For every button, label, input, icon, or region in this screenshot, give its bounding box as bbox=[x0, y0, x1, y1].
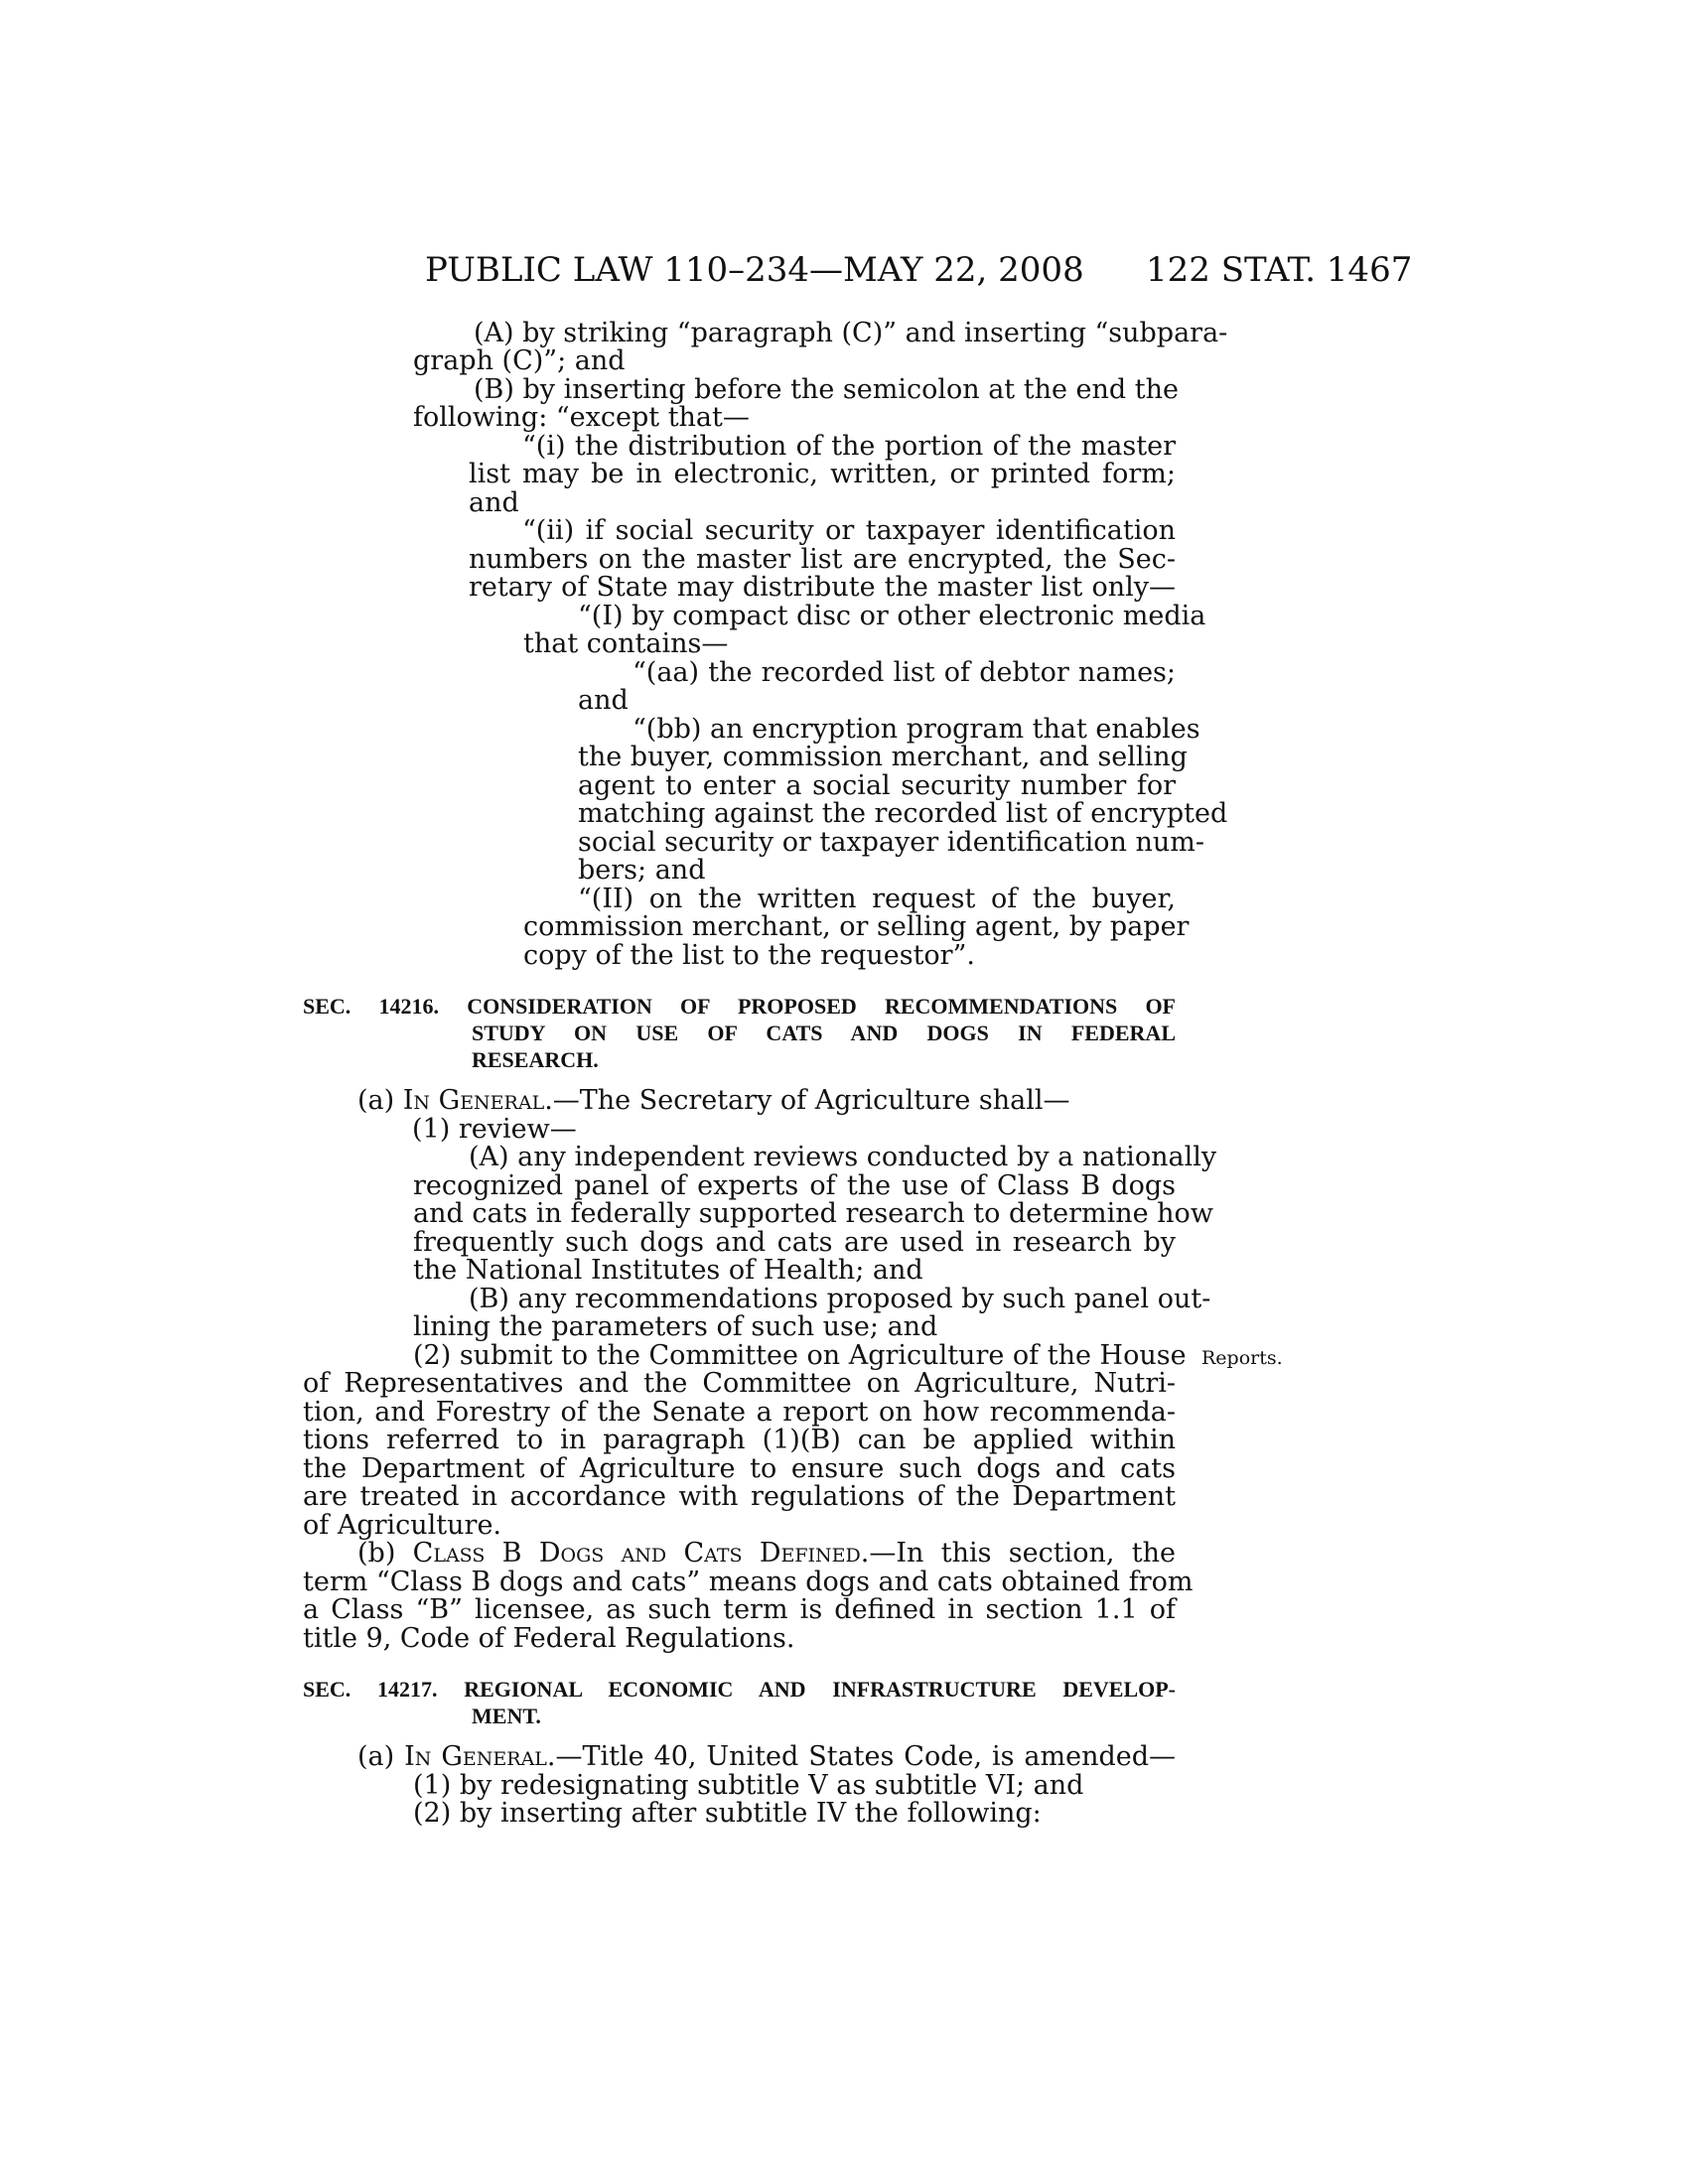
text-line: “(II) on the written request of the buyer, bbox=[578, 884, 1176, 914]
running-header-left: PUBLIC LAW 110–234—MAY 22, 2008 bbox=[425, 250, 1084, 290]
text-line: term “Class B dogs and cats” means dogs and cats obtained from bbox=[303, 1567, 1194, 1597]
text-line: and cats in federally supported research to determine how bbox=[413, 1198, 1213, 1229]
text-line: (A) any independent reviews conducted by a nationally bbox=[469, 1142, 1217, 1172]
section-heading: STUDY ON USE OF CATS AND DOGS IN FEDERAL bbox=[472, 1021, 1176, 1045]
text-line: list may be in electronic, written, or printed form; bbox=[469, 459, 1176, 489]
text-line: “(I) by compact disc or other electronic media bbox=[578, 601, 1206, 631]
text-line: (A) by striking “paragraph (C)” and inserting “subpara- bbox=[474, 318, 1228, 348]
text-line: “(i) the distribution of the portion of the master bbox=[522, 431, 1176, 462]
text-line: the buyer, commission merchant, and selling bbox=[578, 742, 1188, 772]
text-line: the Department of Agriculture to ensure such dogs and cats bbox=[303, 1453, 1176, 1484]
section-heading: SEC. 14216. CONSIDERATION OF PROPOSED RECOMMENDATIONS OF bbox=[303, 994, 1176, 1019]
text-line: bers; and bbox=[578, 855, 706, 886]
text-line: and bbox=[578, 685, 629, 716]
text-line: (2) submit to the Committee on Agriculture of the House bbox=[413, 1340, 1187, 1371]
text-line: are treated in accordance with regulations of the Department bbox=[303, 1481, 1176, 1512]
subsection-text: .—Title 40, United States Code, is amended— bbox=[546, 1741, 1177, 1772]
subsection-a bbox=[357, 1743, 1176, 1771]
margin-note-reports: Reports. bbox=[1201, 1347, 1283, 1369]
text-line: commission merchant, or selling agent, by paper bbox=[523, 911, 1190, 942]
text-line: copy of the list to the requestor”. bbox=[523, 940, 975, 971]
text-line: frequently such dogs and cats are used in research by bbox=[413, 1227, 1176, 1258]
text-line: (B) by inserting before the semicolon at the end the bbox=[474, 374, 1179, 405]
section-heading: MENT. bbox=[472, 1704, 541, 1728]
text-line: “(bb) an encryption program that enables bbox=[633, 714, 1200, 745]
subsection-prefix: (a) bbox=[357, 1741, 405, 1772]
section-heading: RESEARCH. bbox=[472, 1047, 599, 1072]
text-line: (2) by inserting after subtitle IV the following: bbox=[413, 1798, 1042, 1829]
text-line: lining the parameters of such use; and bbox=[413, 1311, 938, 1342]
subsection-heading: In General bbox=[402, 1085, 545, 1116]
text-line: of Representatives and the Committee on Agriculture, Nutri- bbox=[303, 1368, 1176, 1399]
subsection-heading: In General bbox=[404, 1741, 547, 1772]
running-header-right: 122 STAT. 1467 bbox=[1146, 250, 1413, 290]
subsection-prefix: (a) bbox=[357, 1085, 403, 1116]
subsection-text: .—In this section, the bbox=[860, 1538, 1176, 1569]
text-line: social security or taxpayer identification num- bbox=[578, 827, 1204, 858]
text-line: matching against the recorded list of encrypted bbox=[578, 798, 1228, 829]
text-line: following: “except that— bbox=[413, 402, 750, 433]
section-heading: SEC. 14217. REGIONAL ECONOMIC AND INFRASTRUCTURE DEVELOP- bbox=[303, 1677, 1176, 1702]
text-line: agent to enter a social security number for bbox=[578, 770, 1176, 801]
text-line: tions referred to in paragraph (1)(B) can be applied within bbox=[303, 1425, 1176, 1455]
text-line: the National Institutes of Health; and bbox=[413, 1255, 923, 1286]
text-line: (1) by redesignating subtitle V as subtitle VI; and bbox=[413, 1770, 1084, 1801]
subsection-prefix: (b) bbox=[357, 1538, 413, 1569]
text-line: retary of State may distribute the master list only— bbox=[469, 572, 1176, 603]
text-line: of Agriculture. bbox=[303, 1510, 502, 1541]
text-line: that contains— bbox=[523, 628, 729, 659]
text-line: and bbox=[469, 487, 519, 518]
text-line: a Class “B” licensee, as such term is defined in section 1.1 of bbox=[303, 1594, 1176, 1625]
text-line: tion, and Forestry of the Senate a report on how recommenda- bbox=[303, 1397, 1176, 1428]
text-line: “(aa) the recorded list of debtor names; bbox=[633, 657, 1176, 688]
subsection-text: .—The Secretary of Agriculture shall— bbox=[544, 1085, 1070, 1116]
text-line: (B) any recommendations proposed by such panel out- bbox=[469, 1284, 1211, 1314]
text-line: numbers on the master list are encrypted, the Sec- bbox=[469, 544, 1176, 575]
text-line: recognized panel of experts of the use of Class B dogs bbox=[413, 1170, 1176, 1201]
text-line: “(ii) if social security or taxpayer identification bbox=[522, 515, 1176, 546]
text-line: graph (C)”; and bbox=[413, 345, 626, 376]
text-line: (1) review— bbox=[412, 1114, 577, 1145]
subsection-heading: Class B Dogs and Cats Defined bbox=[412, 1538, 861, 1569]
subsection-a bbox=[357, 1087, 1070, 1115]
text-line: title 9, Code of Federal Regulations. bbox=[303, 1623, 795, 1654]
subsection-b bbox=[357, 1540, 1176, 1568]
